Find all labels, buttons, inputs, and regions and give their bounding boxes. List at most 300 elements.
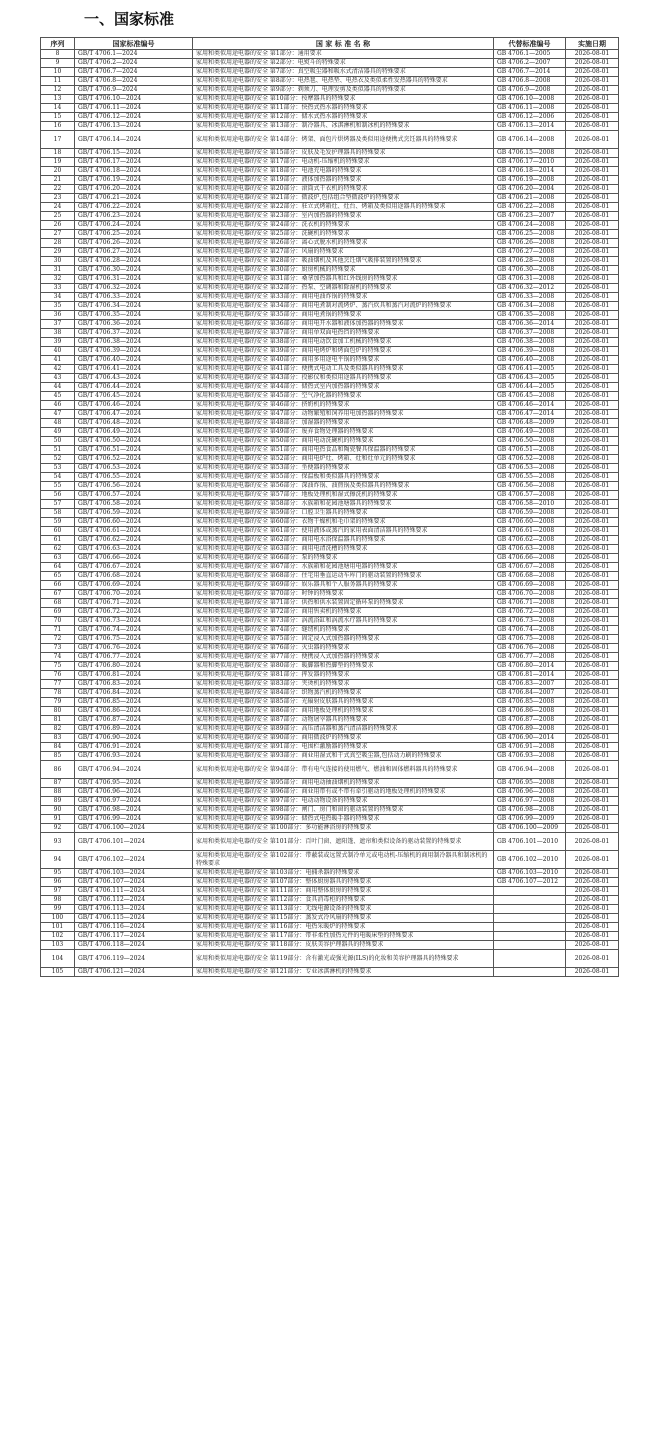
serial-cell: 97 (41, 887, 75, 896)
standard-no-cell: GB/T 4706.35—2024 (75, 311, 193, 320)
replaced-no-cell: GB 4706.103—2010 (494, 869, 566, 878)
effective-date-cell: 2026-08-01 (566, 401, 619, 410)
replaced-no-cell: GB 4706.34—2008 (494, 302, 566, 311)
replaced-no-cell: GB 4706.15—2008 (494, 149, 566, 158)
standard-no-cell: GB/T 4706.67—2024 (75, 563, 193, 572)
standard-name-cell: 家用和类似用途电器的安全 第8部分：电热毯、电热垫、电热衣及类似柔性发热器具的特殊要求 (193, 77, 494, 86)
standard-name-cell: 家用和类似用途电器的安全 第7部分：真空吸尘器和吸水式清洁器具的特殊要求 (193, 68, 494, 77)
table-row (41, 158, 619, 167)
standard-name-cell: 家用和类似用途电器的安全 第47部分：动物繁殖和饲养用电加热器的特殊要求 (193, 410, 494, 419)
table-row (41, 572, 619, 581)
standard-name-cell: 家用和类似用途电器的安全 第25部分：洗碗机的特殊要求 (193, 230, 494, 239)
table-row (41, 824, 619, 833)
standard-name-cell: 家用和类似用途电器的安全 第52部分：商用电炉灶、烤箱、灶和灶单元的特殊要求 (193, 455, 494, 464)
serial-cell: 46 (41, 401, 75, 410)
section-heading: 一、国家标准 (84, 10, 175, 28)
standard-no-cell: GB/T 4706.94—2024 (75, 761, 193, 779)
standard-no-cell: GB/T 4706.95—2024 (75, 779, 193, 788)
table-row (41, 689, 619, 698)
effective-date-cell: 2026-08-01 (566, 833, 619, 851)
serial-cell: 44 (41, 383, 75, 392)
serial-cell: 35 (41, 302, 75, 311)
standard-name-cell: 家用和类似用途电器的安全 第71部分：供热和供水装置固定循环泵的特殊要求 (193, 599, 494, 608)
replaced-no-cell: GB 4706.26—2008 (494, 239, 566, 248)
standard-name-cell: 家用和类似用途电器的安全 第40部分：商用多用途电平锅的特殊要求 (193, 356, 494, 365)
table-row (41, 104, 619, 113)
standard-no-cell: GB/T 4706.100—2024 (75, 824, 193, 833)
standard-name-cell: 家用和类似用途电器的安全 第14部分：烤架、面包片烘烤器及类似用途便携式烹饪器具的特殊要求 (193, 131, 494, 149)
standard-no-cell: GB/T 4706.119—2024 (75, 950, 193, 968)
effective-date-cell: 2026-08-01 (566, 797, 619, 806)
table-row (41, 617, 619, 626)
serial-cell: 96 (41, 878, 75, 887)
col-header-standard-name: 国 家 标 准 名 称 (193, 38, 494, 50)
standard-no-cell: GB/T 4706.71—2024 (75, 599, 193, 608)
standard-name-cell: 家用和类似用途电器的安全 第103部分：电捕杀器的特殊要求 (193, 869, 494, 878)
standard-no-cell: GB/T 4706.86—2024 (75, 707, 193, 716)
standard-name-cell: 家用和类似用途电器的安全 第119部分：含有激光或强光源(ILS)的化妆和美容护理器具的特殊要求 (193, 950, 494, 968)
serial-cell: 56 (41, 491, 75, 500)
standard-no-cell: GB/T 4706.41—2024 (75, 365, 193, 374)
serial-cell: 11 (41, 77, 75, 86)
serial-cell: 98 (41, 896, 75, 905)
effective-date-cell: 2026-08-01 (566, 464, 619, 473)
standard-name-cell: 家用和类似用途电器的安全 第21部分：微波炉,包括组合型微波炉的特殊要求 (193, 194, 494, 203)
serial-cell: 43 (41, 374, 75, 383)
effective-date-cell: 2026-08-01 (566, 158, 619, 167)
standard-no-cell: GB/T 4706.89—2024 (75, 725, 193, 734)
effective-date-cell: 2026-08-01 (566, 518, 619, 527)
serial-cell: 63 (41, 554, 75, 563)
standard-name-cell: 家用和类似用途电器的安全 第96部分：商业用带有或不带有牵引驱动的地板处理机的特殊要求 (193, 788, 494, 797)
replaced-no-cell: GB 4706.12—2006 (494, 113, 566, 122)
effective-date-cell: 2026-08-01 (566, 302, 619, 311)
standard-no-cell: GB/T 4706.57—2024 (75, 491, 193, 500)
standard-no-cell: GB/T 4706.19—2024 (75, 176, 193, 185)
effective-date-cell: 2026-08-01 (566, 851, 619, 869)
table-row (41, 923, 619, 932)
effective-date-cell: 2026-08-01 (566, 779, 619, 788)
standard-no-cell: GB/T 4706.51—2024 (75, 446, 193, 455)
serial-cell: 84 (41, 743, 75, 752)
replaced-no-cell: GB 4706.81—2014 (494, 671, 566, 680)
serial-cell: 67 (41, 590, 75, 599)
table-row (41, 716, 619, 725)
effective-date-cell: 2026-08-01 (566, 635, 619, 644)
serial-cell: 26 (41, 221, 75, 230)
serial-cell: 21 (41, 176, 75, 185)
serial-cell: 54 (41, 473, 75, 482)
standard-no-cell: GB/T 4706.31—2024 (75, 275, 193, 284)
standard-name-cell: 家用和类似用途电器的安全 第55部分：保温板和类似器具的特殊要求 (193, 473, 494, 482)
table-row (41, 806, 619, 815)
standard-no-cell: GB/T 4706.72—2024 (75, 608, 193, 617)
effective-date-cell: 2026-08-01 (566, 284, 619, 293)
table-row (41, 383, 619, 392)
replaced-no-cell: GB 4706.10—2008 (494, 95, 566, 104)
serial-cell: 88 (41, 788, 75, 797)
standard-no-cell: GB/T 4706.121—2024 (75, 968, 193, 977)
serial-cell: 19 (41, 158, 75, 167)
effective-date-cell: 2026-08-01 (566, 707, 619, 716)
serial-cell: 61 (41, 536, 75, 545)
table-row (41, 932, 619, 941)
serial-cell: 25 (41, 212, 75, 221)
replaced-no-cell: GB 4706.89—2008 (494, 725, 566, 734)
replaced-no-cell (494, 932, 566, 941)
standard-no-cell: GB/T 4706.37—2024 (75, 329, 193, 338)
replaced-no-cell: GB 4706.18—2014 (494, 167, 566, 176)
table-row (41, 329, 619, 338)
standard-name-cell: 家用和类似用途电器的安全 第98部分：闸门、房门和窗的驱动装置的特殊要求 (193, 806, 494, 815)
table-row (41, 275, 619, 284)
standard-name-cell: 家用和类似用途电器的安全 第15部分：皮肤及毛发护理器具的特殊要求 (193, 149, 494, 158)
standard-no-cell: GB/T 4706.84—2024 (75, 689, 193, 698)
table-row (41, 464, 619, 473)
effective-date-cell: 2026-08-01 (566, 266, 619, 275)
serial-cell: 37 (41, 320, 75, 329)
serial-cell: 100 (41, 914, 75, 923)
replaced-no-cell: GB 4706.33—2008 (494, 293, 566, 302)
standard-name-cell: 家用和类似用途电器的安全 第18部分：电池充电器的特殊要求 (193, 167, 494, 176)
table-row (41, 365, 619, 374)
effective-date-cell: 2026-08-01 (566, 239, 619, 248)
table-row (41, 905, 619, 914)
serial-cell: 50 (41, 437, 75, 446)
serial-cell: 31 (41, 266, 75, 275)
serial-cell: 30 (41, 257, 75, 266)
standard-name-cell: 家用和类似用途电器的安全 第33部分：商用电油炸锅的特殊要求 (193, 293, 494, 302)
effective-date-cell: 2026-08-01 (566, 455, 619, 464)
table-row (41, 338, 619, 347)
effective-date-cell: 2026-08-01 (566, 869, 619, 878)
replaced-no-cell: GB 4706.40—2008 (494, 356, 566, 365)
replaced-no-cell: GB 4706.53—2008 (494, 464, 566, 473)
standard-no-cell: GB/T 4706.15—2024 (75, 149, 193, 158)
serial-cell: 22 (41, 185, 75, 194)
replaced-no-cell: GB 4706.28—2008 (494, 257, 566, 266)
standard-name-cell: 家用和类似用途电器的安全 第57部分：地板处理机和湿式擦洗机的特殊要求 (193, 491, 494, 500)
table-row (41, 347, 619, 356)
table-row (41, 257, 619, 266)
table-row (41, 653, 619, 662)
serial-cell: 24 (41, 203, 75, 212)
serial-cell: 65 (41, 572, 75, 581)
standard-name-cell: 家用和类似用途电器的安全 第89部分：高压清洁器和蒸汽清洁器的特殊要求 (193, 725, 494, 734)
col-header-standard-no: 国家标准编号 (75, 38, 193, 50)
standard-name-cell: 家用和类似用途电器的安全 第63部分：商用电清洗槽的特殊要求 (193, 545, 494, 554)
replaced-no-cell: GB 4706.68—2008 (494, 572, 566, 581)
replaced-no-cell: GB 4706.73—2008 (494, 617, 566, 626)
effective-date-cell: 2026-08-01 (566, 752, 619, 761)
col-header-serial: 序列 (41, 38, 75, 50)
serial-cell: 40 (41, 347, 75, 356)
table-row (41, 401, 619, 410)
effective-date-cell: 2026-08-01 (566, 113, 619, 122)
serial-cell: 41 (41, 356, 75, 365)
table-row (41, 482, 619, 491)
standard-no-cell: GB/T 4706.55—2024 (75, 473, 193, 482)
replaced-no-cell: GB 4706.1—2005 (494, 50, 566, 59)
effective-date-cell: 2026-08-01 (566, 509, 619, 518)
serial-cell: 36 (41, 311, 75, 320)
serial-cell: 62 (41, 545, 75, 554)
replaced-no-cell: GB 4706.9—2008 (494, 86, 566, 95)
effective-date-cell: 2026-08-01 (566, 608, 619, 617)
table-row (41, 149, 619, 158)
standard-name-cell: 家用和类似用途电器的安全 第93部分：商业用湿式和干式真空吸尘器,包括动力刷的特殊要求 (193, 752, 494, 761)
standard-no-cell: GB/T 4706.48—2024 (75, 419, 193, 428)
standard-no-cell: GB/T 4706.99—2024 (75, 815, 193, 824)
serial-cell: 77 (41, 680, 75, 689)
effective-date-cell: 2026-08-01 (566, 410, 619, 419)
serial-cell: 90 (41, 806, 75, 815)
table-row (41, 194, 619, 203)
replaced-no-cell: GB 4706.48—2009 (494, 419, 566, 428)
standard-no-cell: GB/T 4706.59—2024 (75, 509, 193, 518)
standard-no-cell: GB/T 4706.34—2024 (75, 302, 193, 311)
effective-date-cell: 2026-08-01 (566, 698, 619, 707)
serial-cell: 10 (41, 68, 75, 77)
effective-date-cell: 2026-08-01 (566, 887, 619, 896)
replaced-no-cell: GB 4706.21—2008 (494, 194, 566, 203)
serial-cell: 59 (41, 518, 75, 527)
replaced-no-cell: GB 4706.61—2008 (494, 527, 566, 536)
table-row (41, 113, 619, 122)
effective-date-cell: 2026-08-01 (566, 167, 619, 176)
effective-date-cell: 2026-08-01 (566, 392, 619, 401)
table-row (41, 500, 619, 509)
replaced-no-cell: GB 4706.17—2010 (494, 158, 566, 167)
standard-name-cell: 家用和类似用途电器的安全 第86部分：商用地板处理机的特殊要求 (193, 707, 494, 716)
table-row (41, 77, 619, 86)
replaced-no-cell: GB 4706.51—2008 (494, 446, 566, 455)
effective-date-cell: 2026-08-01 (566, 923, 619, 932)
table-row (41, 446, 619, 455)
standard-name-cell: 家用和类似用途电器的安全 第100部分：多功能淋浴房的特殊要求 (193, 824, 494, 833)
standard-no-cell: GB/T 4706.96—2024 (75, 788, 193, 797)
serial-cell: 87 (41, 779, 75, 788)
serial-cell: 66 (41, 581, 75, 590)
table-row (41, 509, 619, 518)
replaced-no-cell: GB 4706.57—2008 (494, 491, 566, 500)
replaced-no-cell (494, 968, 566, 977)
table-row (41, 122, 619, 131)
standard-name-cell: 家用和类似用途电器的安全 第45部分：空气净化器的特殊要求 (193, 392, 494, 401)
table-row (41, 455, 619, 464)
table-row (41, 428, 619, 437)
table-row (41, 437, 619, 446)
table-row (41, 797, 619, 806)
standard-no-cell: GB/T 4706.27—2024 (75, 248, 193, 257)
table-row (41, 608, 619, 617)
effective-date-cell: 2026-08-01 (566, 104, 619, 113)
standard-name-cell: 家用和类似用途电器的安全 第95部分：商用电动抽油烟机的特殊要求 (193, 779, 494, 788)
standard-name-cell: 家用和类似用途电器的安全 第72部分：商用售卖机的特殊要求 (193, 608, 494, 617)
table-row (41, 293, 619, 302)
serial-cell: 51 (41, 446, 75, 455)
standard-no-cell: GB/T 4706.62—2024 (75, 536, 193, 545)
standard-no-cell: GB/T 4706.83—2024 (75, 680, 193, 689)
replaced-no-cell: GB 4706.52—2008 (494, 455, 566, 464)
table-row (41, 59, 619, 68)
standard-no-cell: GB/T 4706.66—2024 (75, 554, 193, 563)
effective-date-cell: 2026-08-01 (566, 257, 619, 266)
effective-date-cell: 2026-08-01 (566, 419, 619, 428)
standard-no-cell: GB/T 4706.80—2024 (75, 662, 193, 671)
table-row (41, 950, 619, 968)
serial-cell: 68 (41, 599, 75, 608)
table-row (41, 878, 619, 887)
effective-date-cell: 2026-08-01 (566, 131, 619, 149)
serial-cell: 82 (41, 725, 75, 734)
serial-cell: 49 (41, 428, 75, 437)
standard-name-cell: 家用和类似用途电器的安全 第81部分：挥发器的特殊要求 (193, 671, 494, 680)
table-row (41, 743, 619, 752)
table-row (41, 554, 619, 563)
effective-date-cell: 2026-08-01 (566, 563, 619, 572)
serial-cell: 8 (41, 50, 75, 59)
effective-date-cell: 2026-08-01 (566, 176, 619, 185)
standard-name-cell: 家用和类似用途电器的安全 第23部分：室内加热器的特殊要求 (193, 212, 494, 221)
standard-name-cell: 家用和类似用途电器的安全 第68部分：住宅用垂直运动车库门的驱动装置的特殊要求 (193, 572, 494, 581)
effective-date-cell: 2026-08-01 (566, 617, 619, 626)
standard-no-cell: GB/T 4706.93—2024 (75, 752, 193, 761)
serial-cell: 29 (41, 248, 75, 257)
effective-date-cell: 2026-08-01 (566, 725, 619, 734)
table-row (41, 176, 619, 185)
effective-date-cell: 2026-08-01 (566, 950, 619, 968)
table-row (41, 311, 619, 320)
standard-no-cell: GB/T 4706.91—2024 (75, 743, 193, 752)
table-row (41, 788, 619, 797)
table-row (41, 869, 619, 878)
replaced-no-cell: GB 4706.77—2008 (494, 653, 566, 662)
replaced-no-cell: GB 4706.2—2007 (494, 59, 566, 68)
replaced-no-cell: GB 4706.59—2008 (494, 509, 566, 518)
replaced-no-cell: GB 4706.93—2008 (494, 752, 566, 761)
standard-name-cell: 家用和类似用途电器的安全 第85部分：光辐射皮肤器具的特殊要求 (193, 698, 494, 707)
table-row (41, 626, 619, 635)
serial-cell: 80 (41, 707, 75, 716)
standard-no-cell: GB/T 4706.70—2024 (75, 590, 193, 599)
standard-name-cell: 家用和类似用途电器的安全 第112部分：食具消毒柜的特殊要求 (193, 896, 494, 905)
effective-date-cell: 2026-08-01 (566, 374, 619, 383)
standard-no-cell: GB/T 4706.46—2024 (75, 401, 193, 410)
serial-cell: 48 (41, 419, 75, 428)
standard-name-cell: 家用和类似用途电器的安全 第59部分：口腔卫生器具的特殊要求 (193, 509, 494, 518)
replaced-no-cell: GB 4706.91—2008 (494, 743, 566, 752)
serial-cell: 9 (41, 59, 75, 68)
standard-name-cell: 家用和类似用途电器的安全 第70部分：时钟的特殊要求 (193, 590, 494, 599)
replaced-no-cell: GB 4706.47—2014 (494, 410, 566, 419)
effective-date-cell: 2026-08-01 (566, 212, 619, 221)
standard-no-cell: GB/T 4706.47—2024 (75, 410, 193, 419)
effective-date-cell: 2026-08-01 (566, 500, 619, 509)
standard-name-cell: 家用和类似用途电器的安全 第37部分：商用单双面电热铛的特殊要求 (193, 329, 494, 338)
standard-name-cell: 家用和类似用途电器的安全 第91部分：电围栏激励器的特殊要求 (193, 743, 494, 752)
serial-cell: 95 (41, 869, 75, 878)
standard-name-cell: 家用和类似用途电器的安全 第13部分：制冷器具、冰淇淋机和制冰机的特殊要求 (193, 122, 494, 131)
serial-cell: 52 (41, 455, 75, 464)
standard-no-cell: GB/T 4706.102—2024 (75, 851, 193, 869)
effective-date-cell: 2026-08-01 (566, 581, 619, 590)
standard-no-cell: GB/T 4706.90—2024 (75, 734, 193, 743)
standard-no-cell: GB/T 4706.33—2024 (75, 293, 193, 302)
standard-name-cell: 家用和类似用途电器的安全 第62部分：商用电水浴保温器具的特殊要求 (193, 536, 494, 545)
standard-name-cell: 家用和类似用途电器的安全 第99部分：储热式电热暖手器的特殊要求 (193, 815, 494, 824)
effective-date-cell: 2026-08-01 (566, 95, 619, 104)
table-row (41, 167, 619, 176)
standard-name-cell: 家用和类似用途电器的安全 第48部分：加湿器的特殊要求 (193, 419, 494, 428)
serial-cell: 70 (41, 617, 75, 626)
replaced-no-cell: GB 4706.71—2008 (494, 599, 566, 608)
effective-date-cell: 2026-08-01 (566, 653, 619, 662)
table-row (41, 50, 619, 59)
table-row (41, 662, 619, 671)
standard-name-cell: 家用和类似用途电器的安全 第22部分：驻立式烤箱灶、灶台、烤箱及类似用途器具的特殊要求 (193, 203, 494, 212)
serial-cell: 12 (41, 86, 75, 95)
standard-name-cell: 家用和类似用途电器的安全 第60部分：衣物干燥机和毛巾架的特殊要求 (193, 518, 494, 527)
replaced-no-cell: GB 4706.19—2008 (494, 176, 566, 185)
standard-no-cell: GB/T 4706.23—2024 (75, 212, 193, 221)
serial-cell: 81 (41, 716, 75, 725)
standard-no-cell: GB/T 4706.63—2024 (75, 545, 193, 554)
table-row (41, 410, 619, 419)
replaced-no-cell: GB 4706.50—2008 (494, 437, 566, 446)
standard-name-cell: 家用和类似用途电器的安全 第74部分：缝纫机的特殊要求 (193, 626, 494, 635)
standard-name-cell: 家用和类似用途电器的安全 第46部分：挤奶机的特殊要求 (193, 401, 494, 410)
effective-date-cell: 2026-08-01 (566, 905, 619, 914)
serial-cell: 94 (41, 851, 75, 869)
replaced-no-cell: GB 4706.100—2009 (494, 824, 566, 833)
serial-cell: 101 (41, 923, 75, 932)
standard-no-cell: GB/T 4706.113—2024 (75, 905, 193, 914)
standard-no-cell: GB/T 4706.115—2024 (75, 914, 193, 923)
serial-cell: 104 (41, 950, 75, 968)
replaced-no-cell: GB 4706.80—2014 (494, 662, 566, 671)
standard-name-cell: 家用和类似用途电器的安全 第12部分：储水式热水器的特殊要求 (193, 113, 494, 122)
replaced-no-cell: GB 4706.56—2008 (494, 482, 566, 491)
replaced-no-cell: GB 4706.35—2008 (494, 311, 566, 320)
standard-name-cell: 家用和类似用途电器的安全 第107部分：整体厨房器具的特殊要求 (193, 878, 494, 887)
col-header-replaced-no: 代替标准编号 (494, 38, 566, 50)
table-row (41, 761, 619, 779)
table-row (41, 392, 619, 401)
standard-name-cell: 家用和类似用途电器的安全 第84部分：织物蒸汽机的特殊要求 (193, 689, 494, 698)
standard-no-cell: GB/T 4706.40—2024 (75, 356, 193, 365)
effective-date-cell: 2026-08-01 (566, 941, 619, 950)
standard-name-cell: 家用和类似用途电器的安全 第27部分：风扇的特殊要求 (193, 248, 494, 257)
effective-date-cell: 2026-08-01 (566, 311, 619, 320)
serial-cell: 34 (41, 293, 75, 302)
standard-name-cell: 家用和类似用途电器的安全 第39部分：商用电烤炉和烤面包炉的特殊要求 (193, 347, 494, 356)
standards-table (40, 37, 619, 977)
replaced-no-cell: GB 4706.13—2014 (494, 122, 566, 131)
replaced-no-cell: GB 4706.84—2007 (494, 689, 566, 698)
standard-no-cell: GB/T 4706.58—2024 (75, 500, 193, 509)
replaced-no-cell: GB 4706.85—2008 (494, 698, 566, 707)
replaced-no-cell: GB 4706.31—2008 (494, 275, 566, 284)
standard-no-cell: GB/T 4706.10—2024 (75, 95, 193, 104)
replaced-no-cell: GB 4706.87—2008 (494, 716, 566, 725)
table-row (41, 284, 619, 293)
replaced-no-cell: GB 4706.83—2007 (494, 680, 566, 689)
replaced-no-cell: GB 4706.107—2012 (494, 878, 566, 887)
table-row (41, 68, 619, 77)
serial-cell: 20 (41, 167, 75, 176)
serial-cell: 105 (41, 968, 75, 977)
